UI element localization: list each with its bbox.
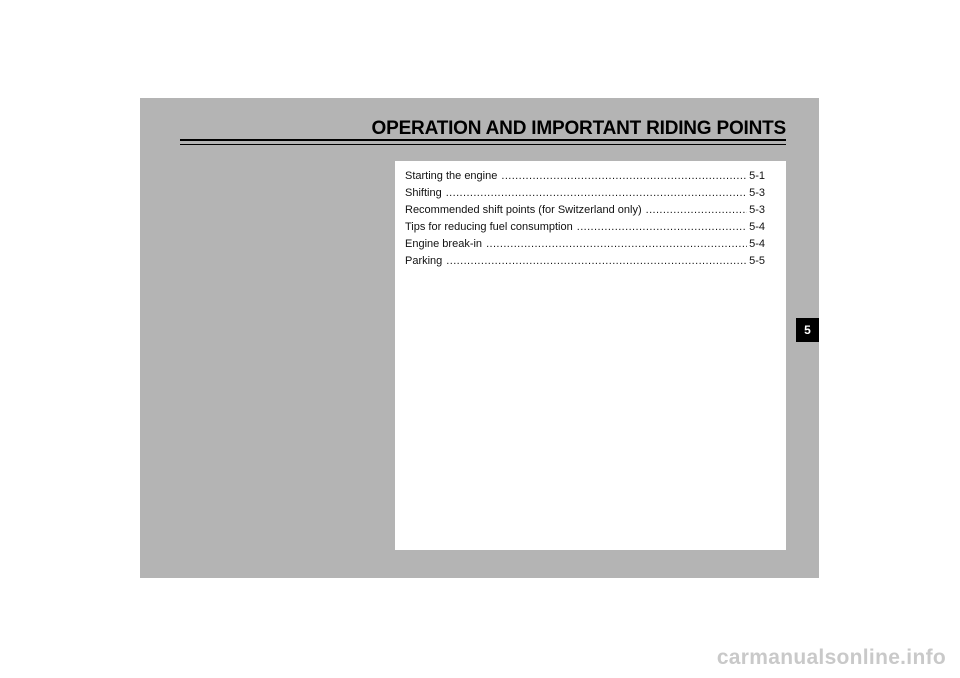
toc-entry-label: Tips for reducing fuel consumption <box>405 221 573 233</box>
toc-entry-recommended-shift-points[interactable] <box>405 204 765 221</box>
toc-entry-shifting[interactable] <box>405 187 765 204</box>
table-of-contents <box>405 170 765 272</box>
table-of-contents-page <box>395 161 786 550</box>
toc-entry-page: 5-3 <box>749 204 765 216</box>
toc-entry-page: 5-1 <box>749 170 765 182</box>
title-rule-thick <box>180 139 786 141</box>
toc-entry-label: Shifting <box>405 187 442 199</box>
toc-entry-page: 5-4 <box>749 221 765 233</box>
title-rule-thin <box>180 144 786 145</box>
toc-entry-starting-the-engine[interactable] <box>405 170 765 187</box>
toc-entry-page: 5-4 <box>749 238 765 250</box>
chapter-title: OPERATION AND IMPORTANT RIDING POINTS <box>371 118 786 139</box>
toc-dot-leader <box>446 187 747 199</box>
toc-entry-engine-break-in[interactable] <box>405 238 765 255</box>
toc-entry-parking[interactable] <box>405 255 765 272</box>
toc-dot-leader <box>486 238 747 250</box>
toc-entry-label: Engine break-in <box>405 238 483 250</box>
site-watermark: carmanualsonline.info <box>716 646 946 669</box>
toc-entry-label: Starting the engine <box>405 170 498 182</box>
toc-dot-leader <box>646 204 747 216</box>
toc-dot-leader <box>577 221 747 233</box>
toc-entry-tips-reducing-fuel[interactable] <box>405 221 765 238</box>
toc-entry-page: 5-5 <box>749 255 765 267</box>
toc-entry-page: 5-3 <box>749 187 765 199</box>
chapter-tab-5[interactable]: 5 <box>796 318 819 342</box>
toc-entry-label: Recommended shift points (for Switzerland only) <box>405 204 642 216</box>
toc-entry-label: Parking <box>405 255 443 267</box>
toc-dot-leader <box>501 170 747 182</box>
toc-dot-leader <box>446 255 747 267</box>
